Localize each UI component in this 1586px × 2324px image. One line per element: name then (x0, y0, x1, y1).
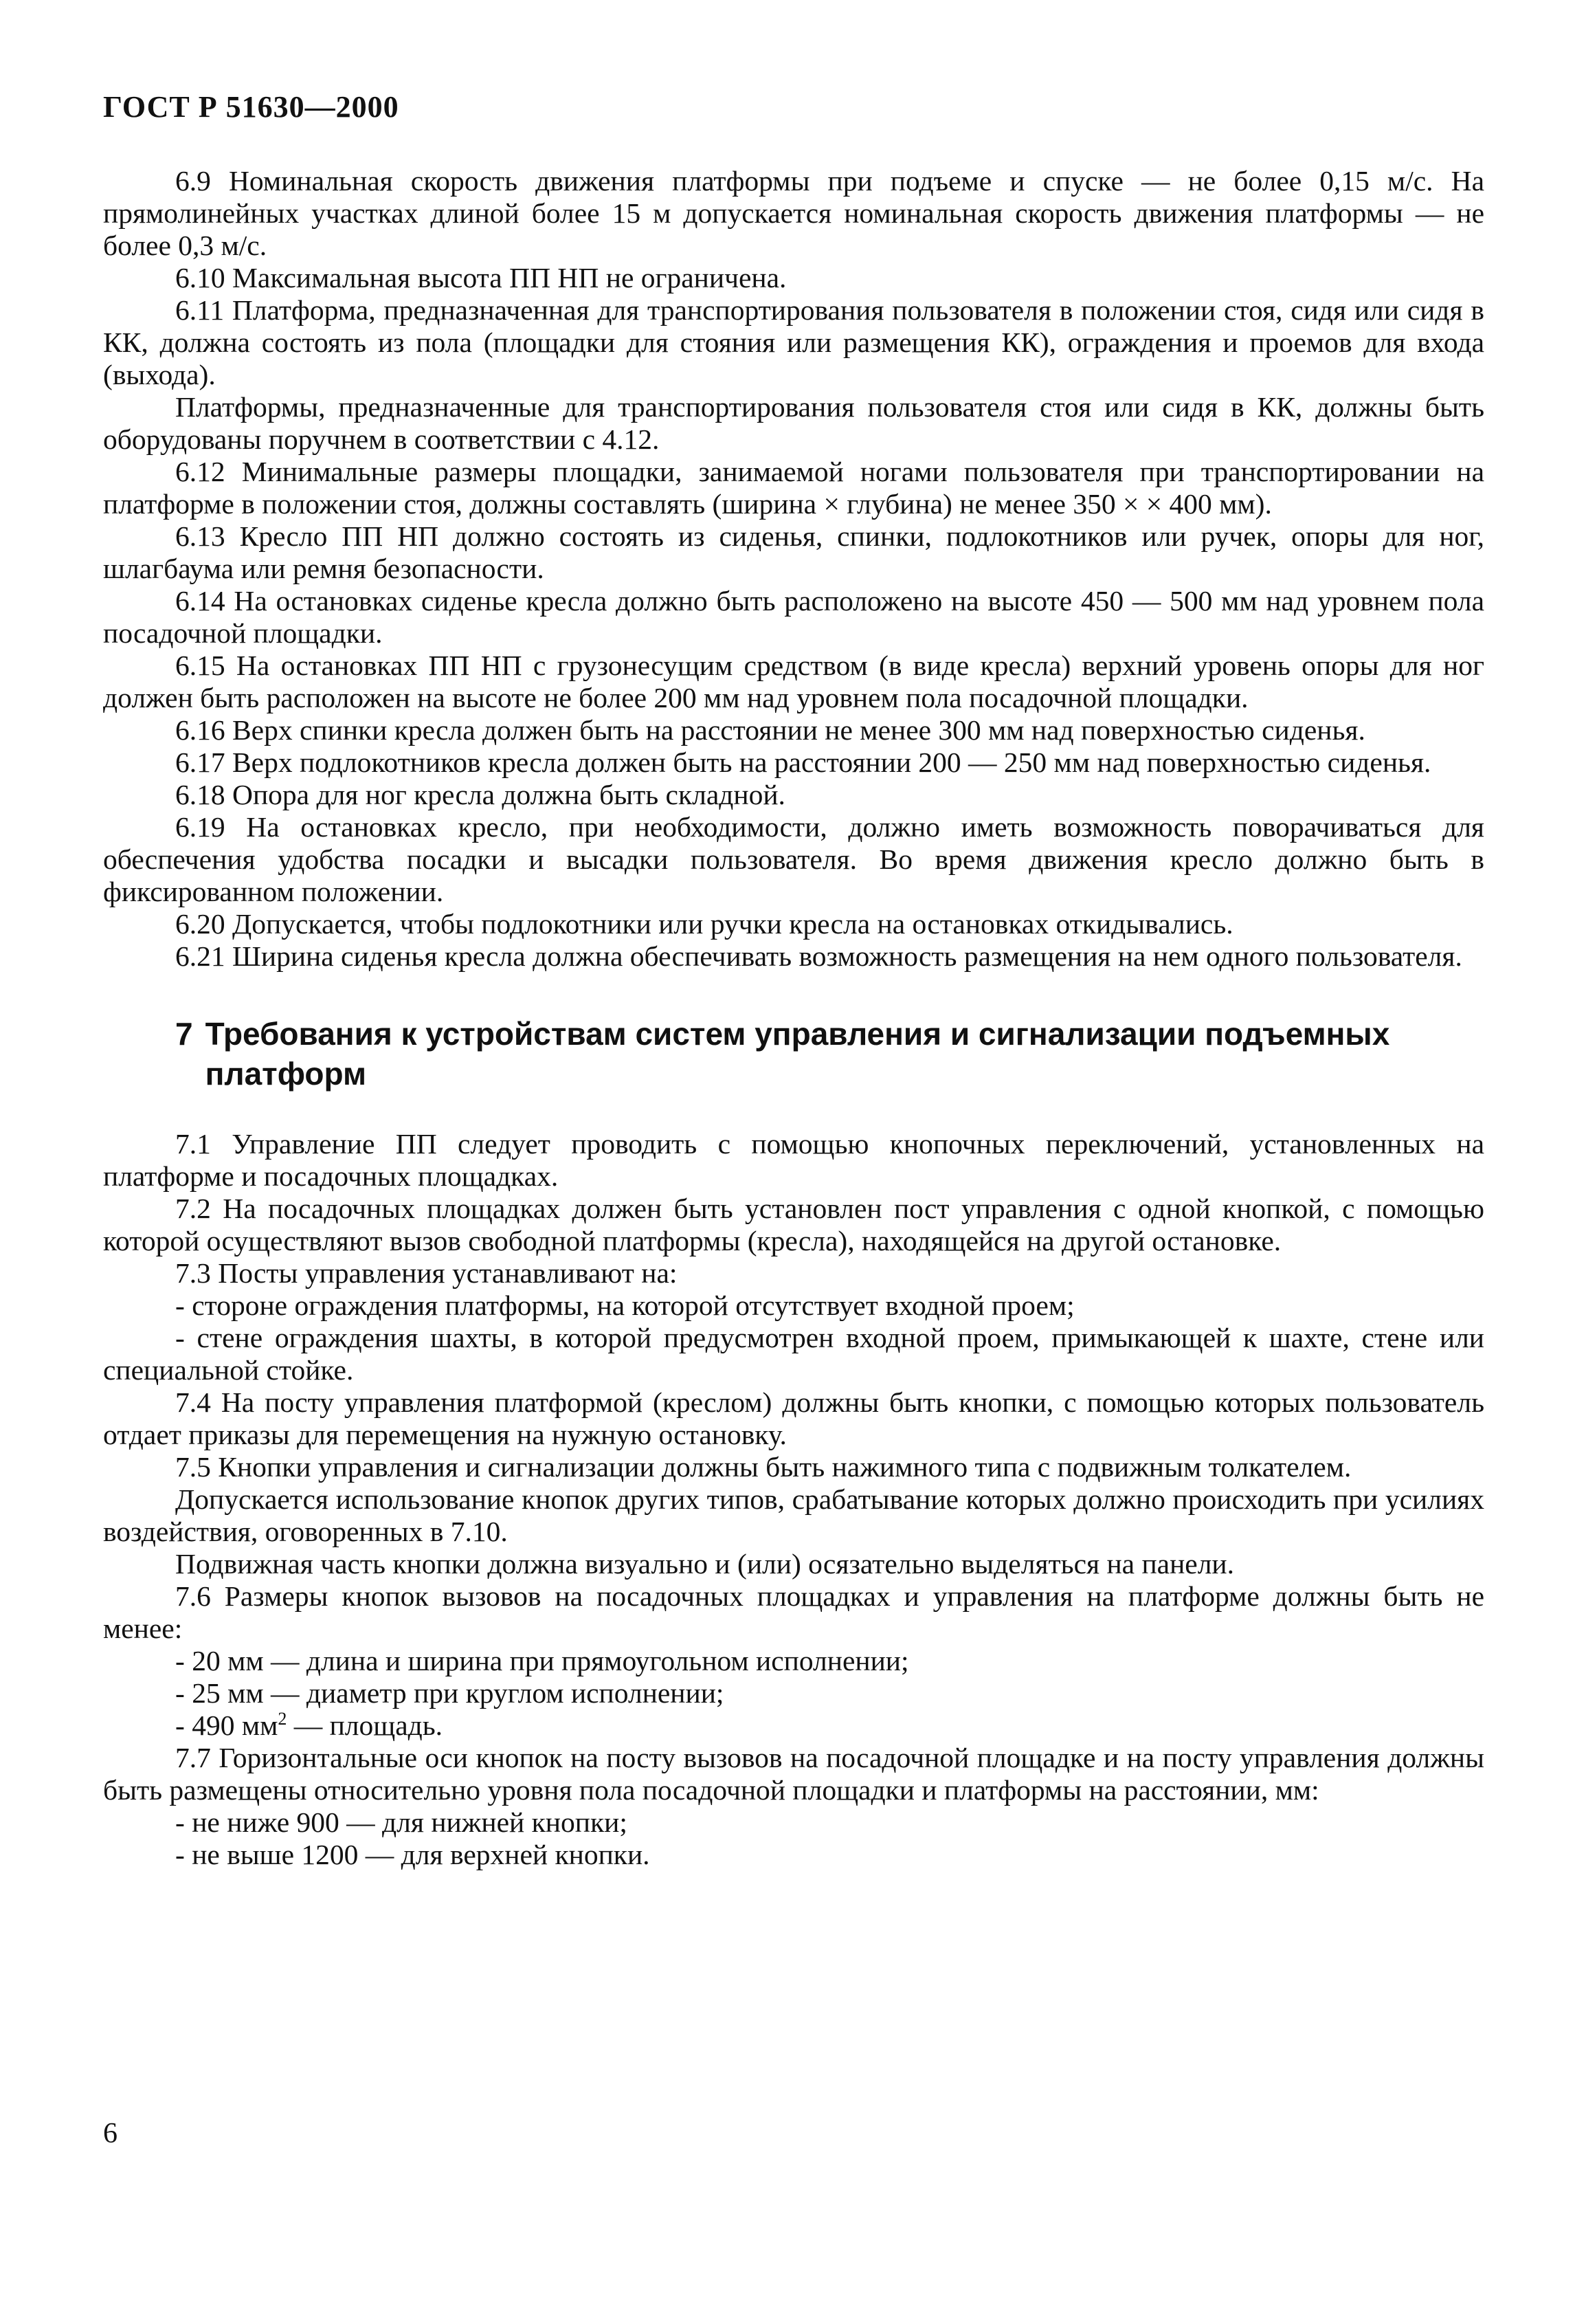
paragraph-6-14: 6.14 На остановках сиденье кресла должно быть расположено на высоте 450 — 500 мм над уровнем пола посадочной площадки. (103, 585, 1484, 649)
area-exponent: 2 (278, 1709, 287, 1729)
paragraph-7-5: 7.5 Кнопки управления и сигнализации должны быть нажимного типа с подвижным толкателем. (175, 1451, 1352, 1483)
paragraph-7-1: 7.1 Управление ПП следует проводить с помощью кнопочных переключений, установленных на платформе и посадочных площадках. (103, 1128, 1484, 1192)
paragraph-6-9: 6.9 Номинальная скорость движения платформы при подъеме и спуске — не более 0,15 м/с. На прямолинейных участках длиной более 15 м допускается номинальная скорость движения платформы — не более 0,3 м/с. (103, 165, 1484, 261)
paragraph-6-12: 6.12 Минимальные размеры площадки, занимаемой ногами пользователя при транспортировании на платформе в положении стоя, должны составлять (ширина × глубина) не менее 350 × × 400 мм). (103, 456, 1484, 520)
area-value: - 490 мм (175, 1709, 278, 1741)
paragraph-7-3: 7.3 Посты управления устанавливают на: (175, 1257, 678, 1289)
paragraph-6-20: 6.20 Допускается, чтобы подлокотники или ручки кресла на остановках откидывались. (175, 908, 1233, 940)
paragraph-7-5-moving-part: Подвижная часть кнопки должна визуально и (или) осязательно выделяться на панели. (175, 1548, 1235, 1580)
paragraph-6-11: 6.11 Платформа, предназначенная для транспортирования пользователя в положении стоя, сидя или сидя в КК, должна состоять из пола (площадки для стояния или размещения КК), ограждения и проемов для входа (выхода). (103, 294, 1484, 390)
paragraph-7-5-other-buttons: Допускается использование кнопок других типов, срабатывание которых должно происходить при усилиях воздействия, оговоренных в 7.10. (103, 1483, 1484, 1547)
paragraph-6-21: 6.21 Ширина сиденья кресла должна обеспечивать возможность размещения на нем одного пользователя. (175, 940, 1462, 972)
paragraph-6-15: 6.15 На остановках ПП НП с грузонесущим средством (в виде кресла) верхний уровень опоры для ног должен быть расположен на высоте не более 200 мм над уровнем пола посадочной площадки. (103, 650, 1484, 713)
list-item-7-7-a: - не ниже 900 — для нижней кнопки; (175, 1806, 627, 1838)
paragraph-6-16: 6.16 Верх спинки кресла должен быть на расстоянии не менее 300 мм над поверхностью сиденья. (175, 714, 1365, 746)
paragraph-7-4: 7.4 На посту управления платформой (креслом) должны быть кнопки, с помощью которых пользователь отдает приказы для перемещения на нужную остановку. (103, 1386, 1484, 1450)
list-item-7-6-a: - 20 мм — длина и ширина при прямоугольном исполнении; (175, 1645, 909, 1676)
paragraph-6-10: 6.10 Максимальная высота ПП НП не ограничена. (175, 262, 787, 294)
paragraph-7-6: 7.6 Размеры кнопок вызовов на посадочных площадках и управления на платформе должны быть не менее: (103, 1580, 1484, 1644)
document-header: ГОСТ Р 51630—2000 (103, 90, 399, 124)
section-7-title: Требования к устройствам систем управления и сигнализации подъемных платформ (205, 1016, 1390, 1092)
list-item-7-6-b: - 25 мм — диаметр при круглом исполнении; (175, 1677, 724, 1709)
paragraph-6-17: 6.17 Верх подлокотников кресла должен быть на расстоянии 200 — 250 мм над поверхностью сиденья. (175, 746, 1431, 778)
paragraph-7-2: 7.2 На посадочных площадках должен быть установлен пост управления с одной кнопкой, с помощью которой осуществляют вызов свободной платформы (кресла), находящейся на другой остановке. (103, 1193, 1484, 1257)
paragraph-6-11-handrail: Платформы, предназначенные для транспортирования пользователя стоя или сидя в КК, должны быть оборудованы поручнем в соответствии с 4.12. (103, 391, 1484, 455)
paragraph-6-18: 6.18 Опора для ног кресла должна быть складной. (175, 779, 785, 810)
section-7-number: 7 (175, 1016, 193, 1052)
section-7-heading (175, 1014, 1467, 1094)
list-item-7-7-b: - не выше 1200 — для верхней кнопки. (175, 1839, 650, 1870)
paragraph-7-7: 7.7 Горизонтальные оси кнопок на посту вызовов на посадочной площадке и на посту управления должны быть размещены относительно уровня пола посадочной площадки и платформы на расстоянии, мм: (103, 1742, 1484, 1806)
list-item-7-6-c (103, 1709, 1484, 1742)
page-number: 6 (103, 2118, 118, 2149)
list-item-7-3-b: - стене ограждения шахты, в которой предусмотрен входной проем, примыкающей к шахте, стене или специальной стойке. (103, 1322, 1484, 1386)
paragraph-6-19: 6.19 На остановках кресло, при необходимости, должно иметь возможность поворачиваться для обеспечения удобства посадки и высадки пользователя. Во время движения кресло должно быть в фиксированном положении. (103, 811, 1484, 907)
page-body (103, 165, 1484, 1871)
area-label: — площадь. (287, 1709, 443, 1741)
list-item-7-3-a: - стороне ограждения платформы, на которой отсутствует входной проем; (175, 1290, 1075, 1321)
paragraph-6-13: 6.13 Кресло ПП НП должно состоять из сиденья, спинки, подлокотников или ручек, опоры для ног, шлагбаума или ремня безопасности. (103, 520, 1484, 584)
